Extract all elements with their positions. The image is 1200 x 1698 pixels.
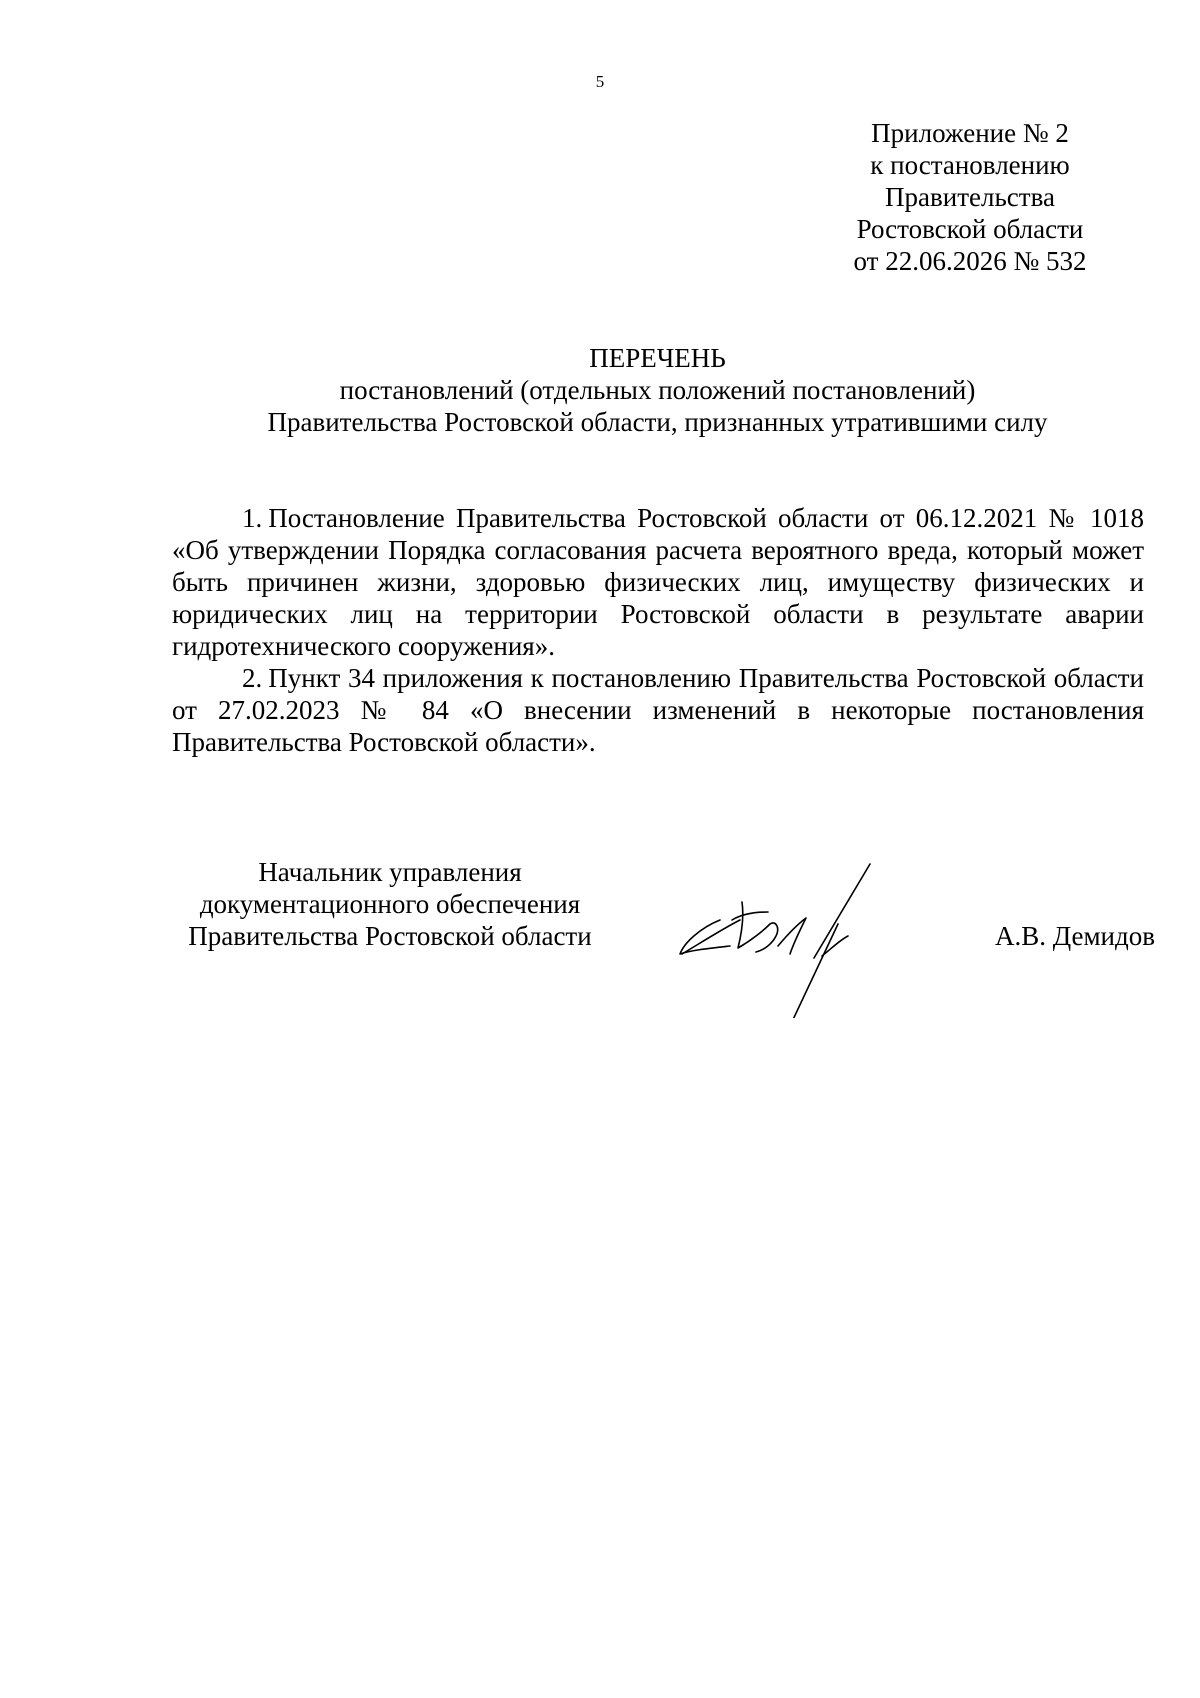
- signer-position-line: Начальник управления: [258, 857, 522, 887]
- appendix-line: Ростовской области: [856, 214, 1084, 244]
- appendix-date: от 22.06.2026 № 532: [853, 246, 1087, 276]
- signer-name: А.В. Демидов: [994, 921, 1155, 951]
- appendix-header: [820, 117, 1120, 277]
- item-number: 1.: [242, 503, 263, 533]
- appendix-title: Приложение № 2: [871, 118, 1069, 148]
- items-list: [172, 502, 1144, 758]
- item-text: Постановление Правительства Ростовской области от 06.12.2021 № 1018 «Об утверждении Порядка согласования расчета вероятного вреда, который может быть причинен жизни, здоровью физических лиц, имуществу физических и юридических лиц на территории Ростовской области в результате аварии гидротехнического сооружения».: [172, 503, 1144, 661]
- title-heading: ПЕРЕЧЕНЬ: [589, 343, 726, 373]
- item-text: Пункт 34 приложения к постановлению Правительства Ростовской области от 27.02.2023 № 84 «О внесении изменений в некоторые постановления Правительства Ростовской области».: [172, 663, 1144, 757]
- title-subheading: Правительства Ростовской области, признанных утратившими силу: [267, 407, 1048, 437]
- handwritten-signature: [672, 858, 962, 1018]
- signer-position: [170, 856, 610, 952]
- item-number: 2.: [242, 663, 263, 693]
- list-item: [172, 502, 1144, 662]
- signer-position-line: Правительства Ростовской области: [188, 921, 592, 951]
- appendix-line: к постановлению: [870, 150, 1070, 180]
- document-title: [170, 342, 1145, 438]
- title-subheading: постановлений (отдельных положений постановлений): [339, 375, 976, 405]
- list-item: [172, 662, 1144, 758]
- appendix-line: Правительства: [885, 182, 1055, 212]
- page-number: 5: [595, 72, 605, 91]
- signer-position-line: документационного обеспечения: [199, 889, 581, 919]
